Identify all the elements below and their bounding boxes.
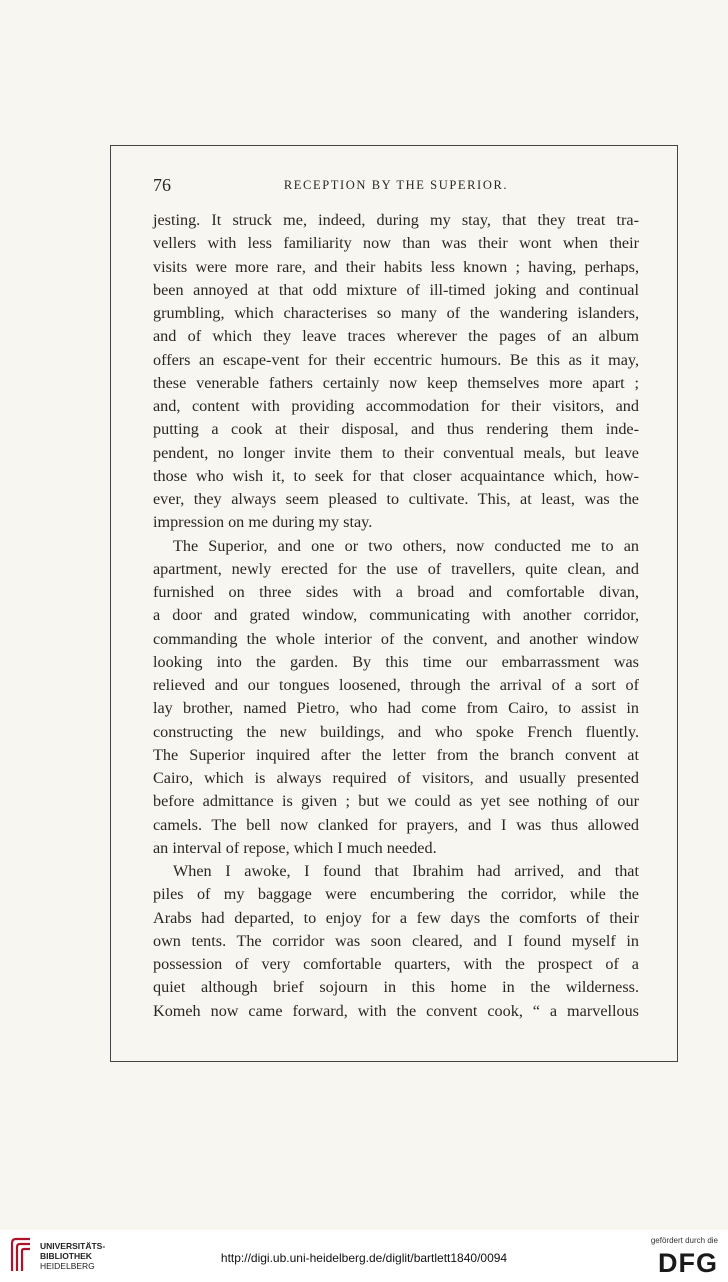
text-line: jesting. It struck me, indeed, during my stay, that they treat tra-: [153, 211, 639, 229]
text-line: and, content with providing accommodation for their visitors, and: [153, 397, 639, 415]
page-number: 76: [153, 175, 171, 195]
text-line: a door and grated window, communicating with another corridor,: [153, 606, 639, 625]
text-line: relieved and our tongues loosened, through the arrival of a sort of: [153, 676, 639, 694]
library-name-line: BIBLIOTHEK: [40, 1251, 92, 1261]
running-head: RECEPTION BY THE SUPERIOR.: [283, 178, 509, 192]
text-line: pendent, no longer invite them to their conventual meals, but leave: [153, 443, 639, 462]
text-line: constructing the new buildings, and who spoke French fluently.: [153, 722, 639, 741]
text-line: furnished on three sides with a broad and comfortable divan,: [153, 583, 639, 601]
text-line: commanding the whole interior of the convent, and another window: [153, 629, 639, 648]
text-line: camels. The bell now clanked for prayers, and I was thus allowed: [153, 815, 639, 834]
text-line: those who wish it, to seek for that closer acquaintance which, how-: [153, 466, 639, 485]
text-line: offers an escape-vent for their eccentric humours. Be this as it may,: [153, 350, 639, 369]
text-line: When I awoke, I found that Ibrahim had arrived, and that: [173, 862, 639, 880]
dfg-logo: DFG: [658, 1248, 718, 1278]
funded-by-label: gefördert durch die: [650, 1236, 718, 1245]
text-line: looking into the garden. By this time our embarrassment was: [153, 652, 639, 671]
body-text: [153, 209, 639, 1023]
text-line: impression on me during my stay.: [153, 513, 373, 532]
text-line: apartment, newly erected for the use of travellers, quite clean, and: [153, 559, 639, 578]
library-name-line: HEIDELBERG: [40, 1261, 95, 1271]
text-line: vellers with less familiarity now than was their wont when their: [153, 234, 639, 253]
text-line: an interval of repose, which I much needed.: [153, 838, 437, 857]
text-line: putting a cook at their disposal, and thus rendering them inde-: [153, 420, 639, 439]
text-line: visits were more rare, and their habits less known ; having, perhaps,: [153, 257, 639, 276]
text-line: possession of very comfortable quarters, with the prospect of a: [153, 955, 639, 973]
text-line: these venerable fathers certainly now keep themselves more apart ;: [153, 373, 639, 392]
permalink-url[interactable]: http://digi.ub.uni-heidelberg.de/diglit/bartlett1840/0094: [220, 1251, 508, 1265]
text-line: piles of my baggage were encumbering the corridor, while the: [153, 885, 639, 904]
page-header: [153, 175, 639, 197]
text-line: Arabs had departed, to enjoy for a few days the comforts of their: [153, 908, 639, 927]
text-line: Komeh now came forward, with the convent cook, “ a marvellous: [153, 1001, 639, 1020]
text-line: grumbling, which characterises so many of the wandering islanders,: [153, 304, 639, 322]
text-line: quiet although brief sojourn in this home in the wilderness.: [153, 978, 639, 997]
text-line: lay brother, named Pietro, who had come from Cairo, to assist in: [153, 699, 639, 718]
library-name-line: UNIVERSITÄTS-: [40, 1241, 106, 1251]
text-line: before admittance is given ; but we could as yet see nothing of our: [153, 792, 639, 811]
text-line: The Superior, and one or two others, now conducted me to an: [173, 536, 639, 555]
text-line: and of which they leave traces wherever the pages of an album: [153, 327, 639, 346]
text-line: ever, they always seem pleased to cultivate. This, at least, was the: [153, 490, 639, 508]
text-line: The Superior inquired after the letter from the branch convent at: [153, 745, 639, 764]
text-line: own tents. The corridor was soon cleared, and I found myself in: [153, 931, 639, 950]
text-line: been annoyed at that odd mixture of ill-timed joking and continual: [153, 280, 639, 299]
text-line: Cairo, which is always required of visitors, and usually presented: [153, 769, 639, 787]
